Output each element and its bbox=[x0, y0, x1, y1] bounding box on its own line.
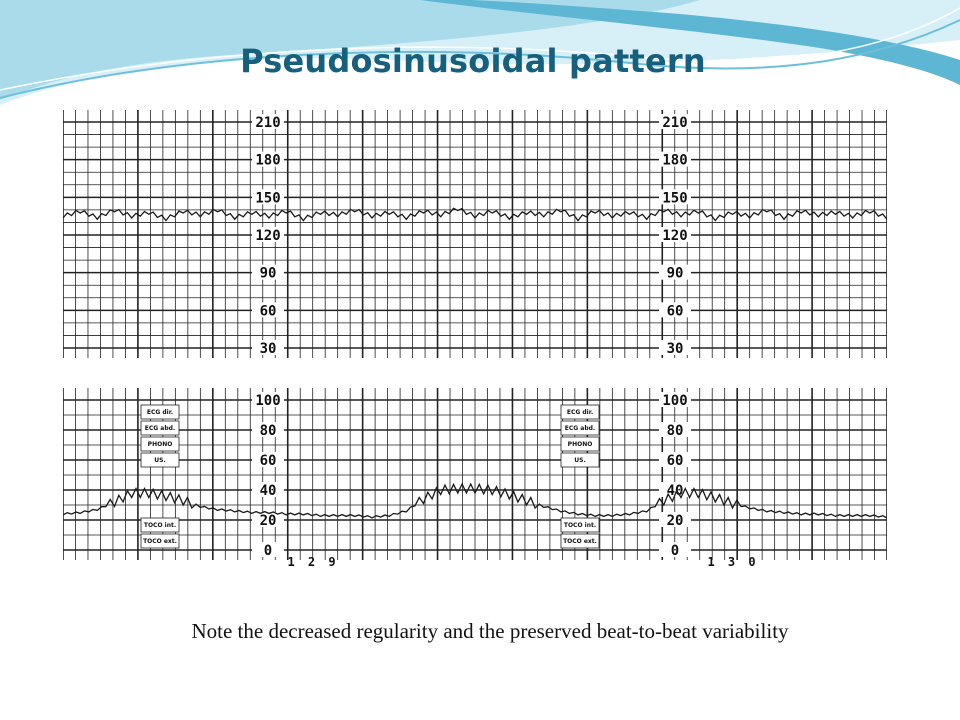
ua-tick-label: 80 bbox=[259, 423, 277, 439]
channel-label: ECG dir. bbox=[146, 409, 174, 416]
fhr-tick-label: 30 bbox=[259, 341, 277, 357]
fhr-tick-label: 120 bbox=[662, 228, 688, 244]
slide-title: Pseudosinusoidal pattern bbox=[240, 42, 706, 80]
channel-label: ECG abd. bbox=[144, 425, 176, 432]
ua-tick-label: 20 bbox=[666, 513, 684, 529]
slide-caption: Note the decreased regularity and the preserved beat-to-beat variability bbox=[191, 619, 789, 643]
fhr-tick-label: 90 bbox=[259, 265, 277, 282]
ua-tick-label: 40 bbox=[259, 483, 277, 499]
fhr-tick-label: 180 bbox=[662, 152, 688, 169]
ua-tick-label: 0 bbox=[263, 543, 273, 559]
ua-tick-label: 100 bbox=[662, 393, 688, 409]
channel-label: ECG dir. bbox=[566, 409, 594, 416]
channel-label: ECG abd. bbox=[564, 425, 596, 432]
fhr-tick-label: 150 bbox=[255, 190, 281, 207]
fhr-tick-label: 210 bbox=[255, 115, 281, 131]
ctg-chart bbox=[63, 100, 887, 572]
fhr-tick-label: 60 bbox=[259, 303, 277, 320]
channel-label: TOCO int. bbox=[143, 522, 177, 529]
fhr-tick-label: 210 bbox=[662, 115, 688, 131]
ua-tick-label: 40 bbox=[666, 483, 684, 499]
channel-label: TOCO ext. bbox=[143, 538, 177, 545]
channel-label: US. bbox=[574, 457, 586, 464]
fhr-tick-label: 60 bbox=[666, 303, 684, 320]
channel-label: PHONO bbox=[567, 441, 593, 448]
channel-label: PHONO bbox=[147, 441, 173, 448]
fhr-tick-label: 150 bbox=[662, 190, 688, 207]
ua-tick-label: 60 bbox=[259, 453, 277, 469]
ua-tick-label: 80 bbox=[666, 423, 684, 439]
minute-mark-label: 1 3 0 bbox=[707, 555, 759, 569]
channel-label: TOCO int. bbox=[563, 522, 597, 529]
ua-tick-label: 60 bbox=[666, 453, 684, 469]
channel-label: TOCO ext. bbox=[563, 538, 597, 545]
minute-mark-label: 1 2 9 bbox=[287, 555, 339, 569]
ua-tick-label: 20 bbox=[259, 513, 277, 529]
fhr-tick-label: 90 bbox=[666, 265, 684, 282]
ua-tick-label: 100 bbox=[255, 393, 281, 409]
ua-tick-label: 0 bbox=[670, 543, 680, 559]
channel-label: US. bbox=[154, 457, 166, 464]
fhr-tick-label: 120 bbox=[255, 228, 281, 244]
fhr-tick-label: 30 bbox=[666, 341, 684, 357]
fhr-tick-label: 180 bbox=[255, 152, 281, 169]
